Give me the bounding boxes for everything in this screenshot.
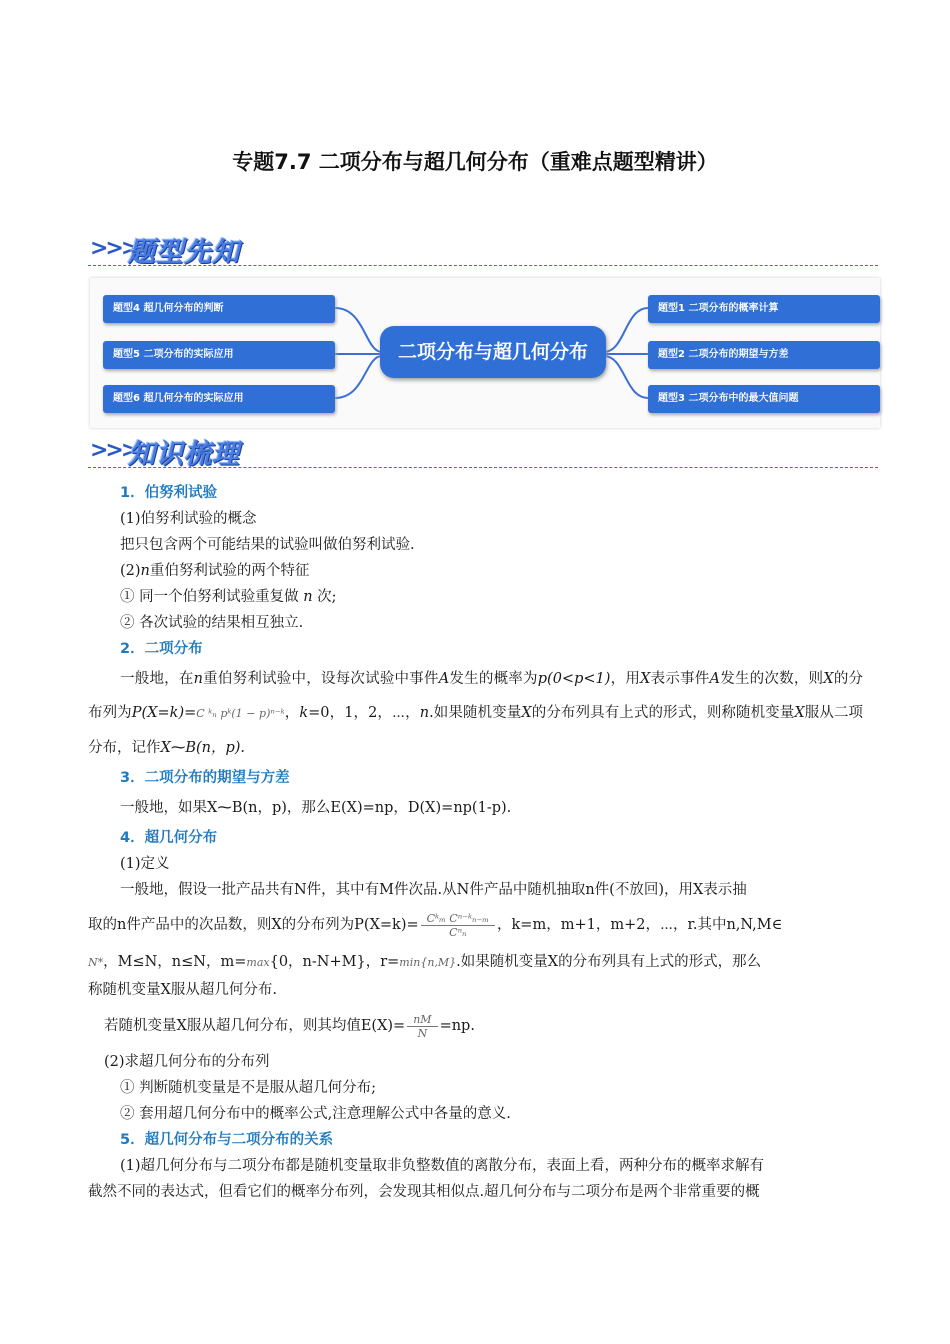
text-line: ① 同一个伯努利试验重复做 n 次; bbox=[120, 589, 337, 605]
section-heading: 2．二项分布 bbox=[120, 641, 203, 657]
section-banner-type-preview bbox=[88, 230, 878, 266]
text-line: 截然不同的表达式，但看它们的概率分布列，会发现其相似点.超几何分布与二项分布是两个非常重要的概 bbox=[88, 1184, 760, 1200]
mindmap-node-type1: 题型1 二项分布的概率计算 bbox=[648, 295, 880, 323]
banner-arrows-icon: >>> bbox=[90, 236, 137, 261]
banner-title: 题型先知 bbox=[128, 237, 240, 268]
dashed-divider bbox=[88, 265, 878, 266]
banner-title: 知识梳理 bbox=[128, 439, 240, 470]
page-title: 专题7.7 二项分布与超几何分布（重难点题型精讲） bbox=[232, 150, 718, 174]
section-heading: 5．超几何分布与二项分布的关系 bbox=[120, 1132, 334, 1148]
text-line: ② 各次试验的结果相互独立. bbox=[120, 615, 304, 631]
section-heading: 1．伯努利试验 bbox=[120, 485, 218, 501]
text-line: 若随机变量X服从超几何分布，则其均值E(X)= $\frac{nM}{N}$ =np. bbox=[104, 1012, 475, 1040]
text-line: (1)定义 bbox=[120, 856, 170, 872]
text-line: (2)求超几何分布的分布列 bbox=[104, 1054, 270, 1070]
mindmap-node-type2: 题型2 二项分布的期望与方差 bbox=[648, 341, 880, 369]
mindmap-center-node: 二项分布与超几何分布 bbox=[380, 326, 606, 378]
text-line: 把只包含两个可能结果的试验叫做伯努利试验. bbox=[120, 537, 415, 553]
binomial-formula: C ᵏₙ pᵏ(1 − p)ⁿ⁻ᵏ bbox=[196, 707, 285, 720]
mindmap-node-type6: 题型6 超几何分布的实际应用 bbox=[103, 385, 335, 413]
text-line: (1)超几何分布与二项分布都是随机变量取非负整数值的离散分布，表面上看，两种分布的概率求解有 bbox=[120, 1158, 765, 1174]
text-line: N*，M≤N，n≤N，m=max{0，n-N+M}，r=min{n,M}.如果随机变量X的分布列具有上式的形式，那么 bbox=[88, 954, 762, 970]
text-line: (2)n重伯努利试验的两个特征 bbox=[120, 563, 310, 579]
paragraph: 一般地，在n重伯努利试验中，设每次试验中事件A发生的概率为p(0<p<1)，用X表示事件A发生的次数，则X的分布列为P(X=k)=C ᵏₙ pᵏ(1 − p)ⁿ⁻ᵏ，k=0，1，2，⋯，n.如果随机变量X的分布列具有上式的形式，则称随机变量X服从二项分布，记作X⁓B(n，p). bbox=[88, 671, 864, 756]
hypergeometric-formula: $\frac{\text{Cᵏₘ Cⁿ⁻ᵏₙ₋ₘ}}{\text{Cⁿₙ}}$ bbox=[421, 912, 495, 939]
mindmap bbox=[90, 278, 880, 428]
mindmap-node-type4: 题型4 超几何分布的判断 bbox=[103, 295, 335, 323]
text-line: (1)伯努利试验的概念 bbox=[120, 511, 257, 527]
section-heading: 3．二项分布的期望与方差 bbox=[120, 770, 290, 786]
text-line: 一般地，假设一批产品共有N件，其中有M件次品.从N件产品中随机抽取n件(不放回)，用X表示抽 bbox=[120, 882, 747, 898]
mindmap-node-type3: 题型3 二项分布中的最大值问题 bbox=[648, 385, 880, 413]
text-line: 一般地，如果X⁓B(n，p)，那么E(X)=np，D(X)=np(1-p). bbox=[120, 800, 512, 816]
section-heading: 4．超几何分布 bbox=[120, 830, 218, 846]
mindmap-node-type5: 题型5 二项分布的实际应用 bbox=[103, 341, 335, 369]
dashed-divider bbox=[88, 467, 878, 468]
banner-arrows-icon: >>> bbox=[90, 438, 137, 463]
text-line: 取的n件产品中的次品数，则X的分布列为P(X=k)= $\frac{\text{Cᵏₘ Cⁿ⁻ᵏₙ₋ₘ}}{\text{Cⁿₙ}}$ ，k=m，m+1，m+2，⋯，r.其中n,N,M∈ bbox=[88, 911, 783, 939]
knowledge-content bbox=[88, 480, 863, 1205]
section-banner-knowledge bbox=[88, 432, 878, 468]
text-line: ② 套用超几何分布中的概率公式,注意理解公式中各量的意义. bbox=[120, 1106, 511, 1122]
text-line: 称随机变量X服从超几何分布. bbox=[88, 982, 277, 998]
mean-formula: $\frac{nM}{N}$ bbox=[407, 1013, 437, 1040]
text-line: ① 判断随机变量是不是服从超几何分布; bbox=[120, 1080, 376, 1096]
